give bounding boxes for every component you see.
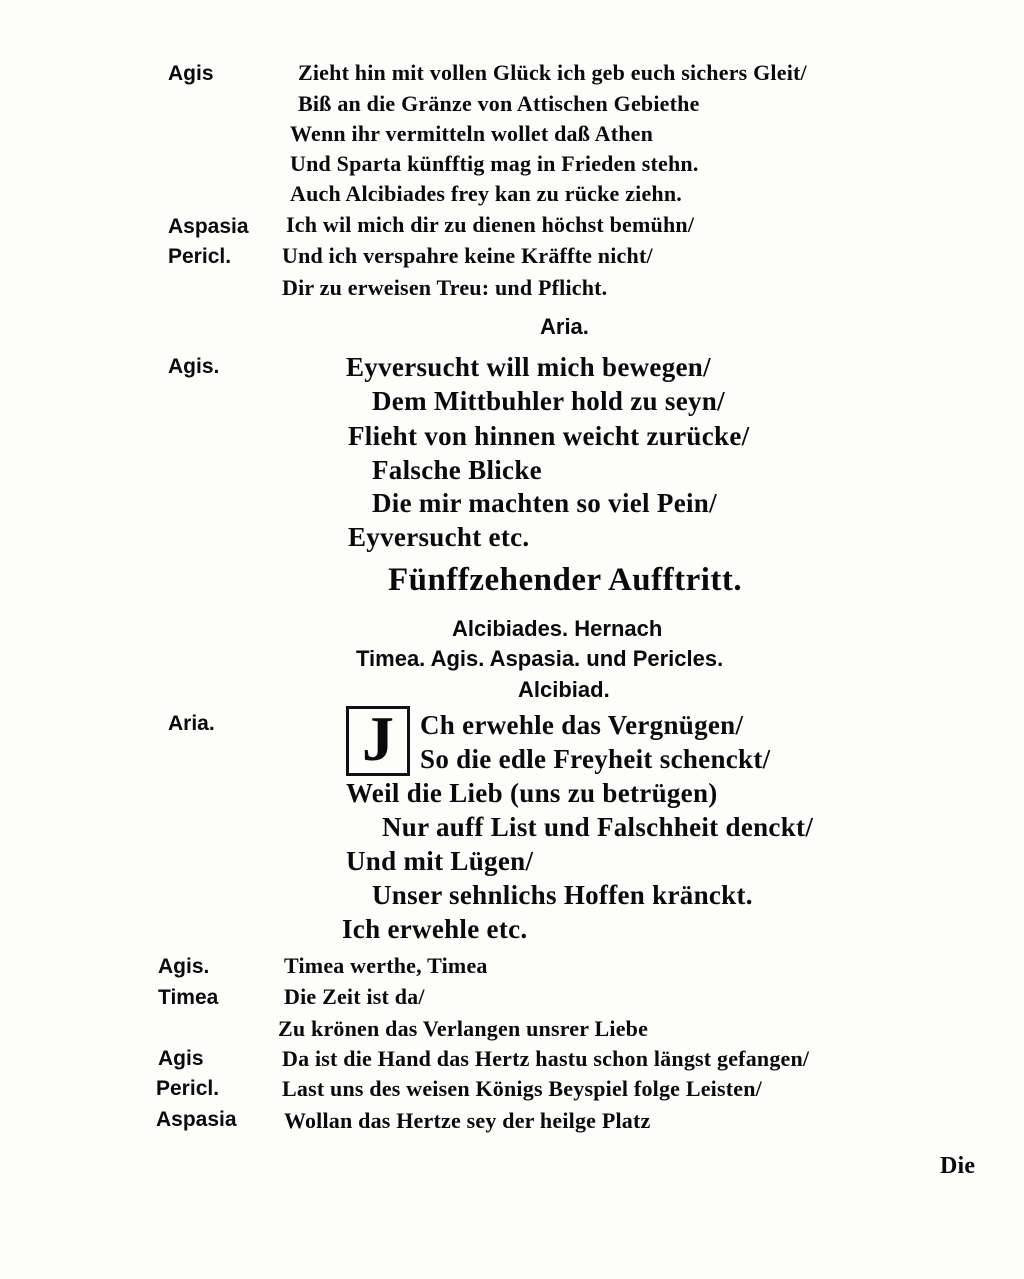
aria-line: Unser sehnlichs Hoffen kränckt. bbox=[372, 880, 753, 910]
verse-line: Da ist die Hand das Hertz hastu schon längst gefangen/ bbox=[282, 1046, 810, 1071]
aria-line: Dem Mittbuhler hold zu seyn/ bbox=[372, 386, 725, 416]
aria-line: Flieht von hinnen weicht zurücke/ bbox=[348, 421, 750, 451]
aria-heading: Aria. bbox=[540, 314, 589, 339]
verse-line: Ich wil mich dir zu dienen höchst bemühn/ bbox=[286, 212, 695, 237]
catchword: Die bbox=[940, 1153, 976, 1179]
speaker-label: Agis. bbox=[158, 955, 210, 978]
decorated-initial bbox=[346, 703, 414, 776]
aria-line: Eyversucht will mich bewegen/ bbox=[346, 352, 711, 382]
aria-line: So die edle Freyheit schenckt/ bbox=[420, 744, 771, 774]
aria-line: Nur auff List und Falschheit denckt/ bbox=[382, 812, 814, 842]
aria-line: Ich erwehle etc. bbox=[342, 914, 528, 944]
verse-line: Zieht hin mit vollen Glück ich geb euch sichers Gleit/ bbox=[298, 60, 807, 85]
speaker-label: Agis. bbox=[168, 355, 220, 378]
verse-line: Timea werthe, Timea bbox=[284, 953, 488, 978]
verse-line: Dir zu erweisen Treu: und Pflicht. bbox=[282, 275, 608, 300]
verse-line: Biß an die Gränze von Attischen Gebiethe bbox=[298, 91, 700, 116]
cast-list: Alcibiades. Hernach bbox=[452, 616, 663, 641]
speaker-label: Pericl. bbox=[168, 245, 232, 268]
verse-line: Last uns des weisen Königs Beyspiel folge Leisten/ bbox=[282, 1076, 762, 1101]
verse-line: Die Zeit ist da/ bbox=[284, 984, 425, 1009]
verse-line: Auch Alcibiades frey kan zu rücke ziehn. bbox=[290, 181, 683, 206]
verse-line: Wollan das Hertze sey der heilge Platz bbox=[284, 1108, 651, 1133]
aria-line: Die mir machten so viel Pein/ bbox=[372, 488, 717, 518]
aria-line: Ch erwehle das Vergnügen/ bbox=[420, 710, 744, 740]
speaker-label: Aspasia bbox=[156, 1108, 237, 1131]
speaker-label: Pericl. bbox=[156, 1077, 220, 1100]
speaker-label: Agis bbox=[168, 62, 214, 85]
aria-label: Aria. bbox=[168, 712, 215, 735]
verse-line: Und Sparta künfftig mag in Frieden stehn. bbox=[290, 151, 699, 176]
aria-line: Falsche Blicke bbox=[372, 455, 542, 485]
verse-line: Und ich verspahre keine Kräffte nicht/ bbox=[282, 243, 653, 268]
speaker-label: Aspasia bbox=[168, 215, 249, 238]
aria-line: Weil die Lieb (uns zu betrügen) bbox=[346, 778, 718, 808]
aria-line: Eyversucht etc. bbox=[348, 522, 530, 552]
scene-title: Fünffzehender Aufftritt. bbox=[388, 562, 743, 598]
speaker-label: Agis bbox=[158, 1047, 204, 1070]
initial-letter: J bbox=[346, 706, 410, 776]
verse-line: Wenn ihr vermitteln wollet daß Athen bbox=[290, 121, 654, 146]
aria-line: Und mit Lügen/ bbox=[346, 846, 534, 876]
speaker-label: Timea bbox=[158, 986, 219, 1009]
cast-list: Timea. Agis. Aspasia. und Pericles. bbox=[356, 646, 724, 671]
speaker-heading: Alcibiad. bbox=[518, 677, 610, 702]
verse-line: Zu krönen das Verlangen unsrer Liebe bbox=[278, 1016, 649, 1041]
